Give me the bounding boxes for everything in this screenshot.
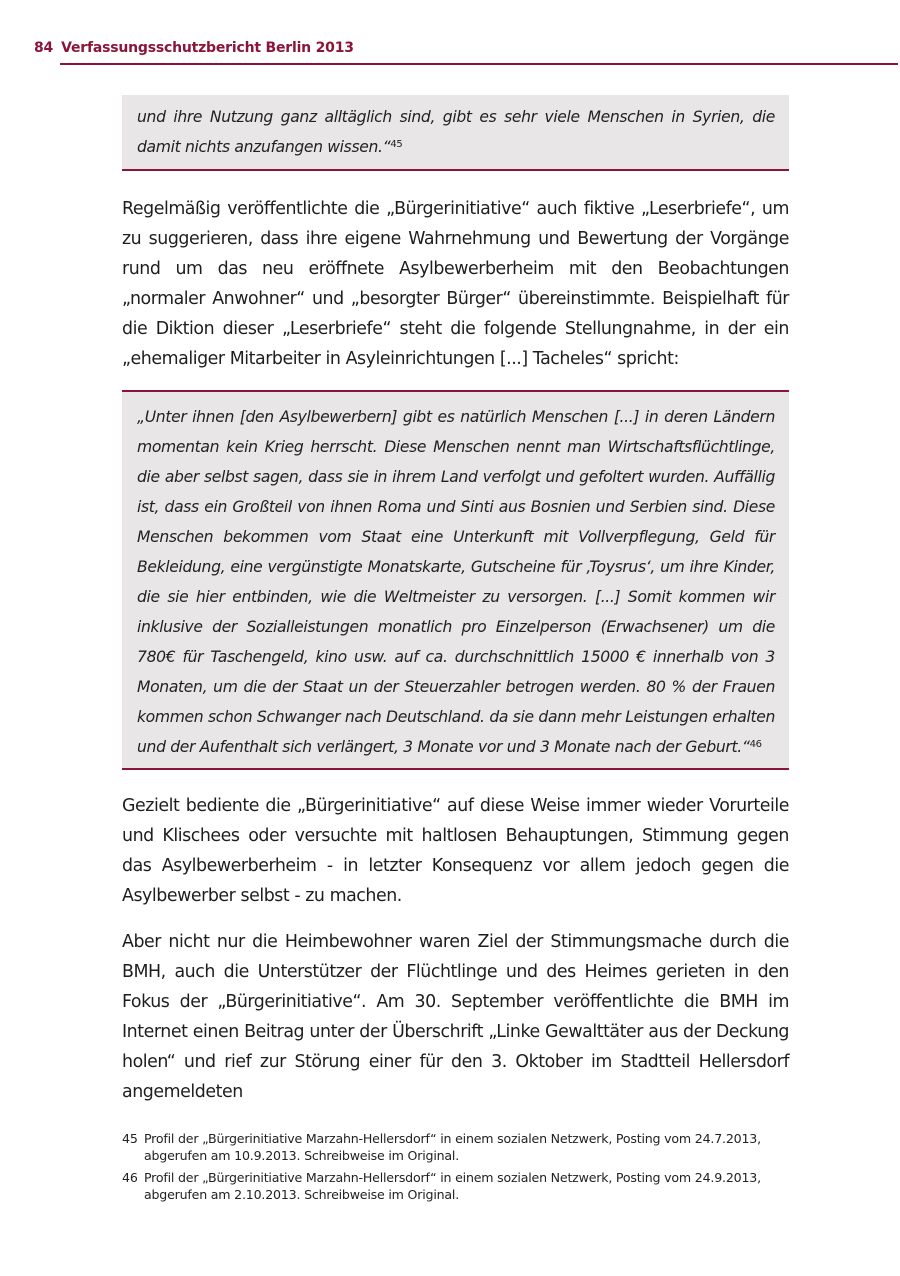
paragraph-1: Regelmäßig veröffentlichte die „Bürgerinitiative“ auch fiktive „Leserbriefe“, um zu suggerieren, dass ihre eigene Wahrnehmung und Bewertung der Vorgänge rund um das neu eröffnete Asylbewerberheim mit den Beobachtungen „normaler Anwohner“ und „besorgter Bürger“ übereinstimmte. Beispielhaft für die Diktion dieser „Leserbriefe“ steht die folgende Stellungnahme, in der ein „ehemaliger Mitarbeiter in Asyleinrichtungen [...] Tacheles“ spricht: (122, 199, 789, 369)
running-header (34, 40, 354, 56)
footnote-46 (122, 1169, 789, 1203)
paragraph-3: Aber nicht nur die Heimbewohner waren Ziel der Stimmungsmache durch die BMH, auch die Unterstützer der Flüchtlinge und des Heimes gerieten in den Fokus der „Bürgerinitiative“. Am 30. September veröffentlichte die BMH im Internet einen Beitrag unter der Überschrift „Linke Gewalttäter aus der Deckung holen“ und rief zur Störung einer für den 3. Oktober im Stadtteil Hellersdorf angemeldeten (122, 932, 789, 1102)
quote-block-1 (122, 95, 789, 171)
quote-2-text: „Unter ihnen [den Asylbewerbern] gibt es natürlich Menschen [...] in deren Ländern momentan kein Krieg herrscht. Diese Menschen nennt man Wirtschaftsflüchtlinge, die aber selbst sagen, dass sie in ihrem Land verfolgt und gefoltert wurden. Auffällig ist, dass ein Großteil von ihnen Roma und Sinti aus Bosnien und Serbien sind. Diese Menschen bekommen vom Staat eine Unterkunft mit Vollverpflegung, Geld für Bekleidung, eine vergünstigte Monatskarte, Gutscheine für ‚Toysrus‘, um ihre Kinder, die sie hier entbinden, wie die Weltmeister zu versorgen. [...] Somit kommen wir inklusive der Sozialleistungen monatlich pro Einzelperson (Erwachsener) um die 780€ für Taschengeld, kino usw. auf ca. durchschnittlich 15000 € innerhalb von 3 Monaten, um die der Staat un der Steuerzahler betrogen werden. 80 % der Frauen kommen schon Schwanger nach Deutschland. da sie dann mehr Leistungen erhalten und der Aufenthalt sich verlängert, 3 Monate vor und 3 Monate nach der Geburt.“ (137, 408, 775, 756)
footnote-ref-45: 45 (390, 139, 403, 150)
quote-1-paragraph (137, 102, 775, 162)
header-rule (60, 63, 898, 65)
quote-block-2 (122, 390, 789, 770)
footnote-45 (122, 1130, 789, 1164)
footnote-number: 45 (122, 1131, 138, 1146)
footnote-text: Profil der „Bürgerinitiative Marzahn-Hellersdorf“ in einem sozialen Netzwerk, Posting vom 24.9.2013, abgerufen am 2.10.2013. Schreibweise im Original. (144, 1170, 761, 1202)
footnote-ref-46: 46 (749, 739, 762, 750)
header-title: Verfassungsschutzbericht Berlin 2013 (61, 40, 354, 56)
quote-1-text: und ihre Nutzung ganz alltäglich sind, gibt es sehr viele Menschen in Syrien, die damit nichts anzufangen wissen.“ (137, 108, 775, 156)
page-number: 84 (34, 40, 54, 56)
footnote-number: 46 (122, 1170, 138, 1185)
footnote-text: Profil der „Bürgerinitiative Marzahn-Hellersdorf“ in einem sozialen Netzwerk, Posting vom 24.7.2013, abgerufen am 10.9.2013. Schreibweise im Original. (144, 1131, 761, 1163)
paragraph-2: Gezielt bediente die „Bürgerinitiative“ auf diese Weise immer wieder Vorurteile und Klischees oder versuchte mit haltlosen Behauptungen, Stimmung gegen das Asylbewerberheim - in letzter Konsequenz vor allem jedoch gegen die Asylbewerber selbst - zu machen. (122, 796, 789, 906)
quote-2-paragraph (137, 402, 775, 762)
